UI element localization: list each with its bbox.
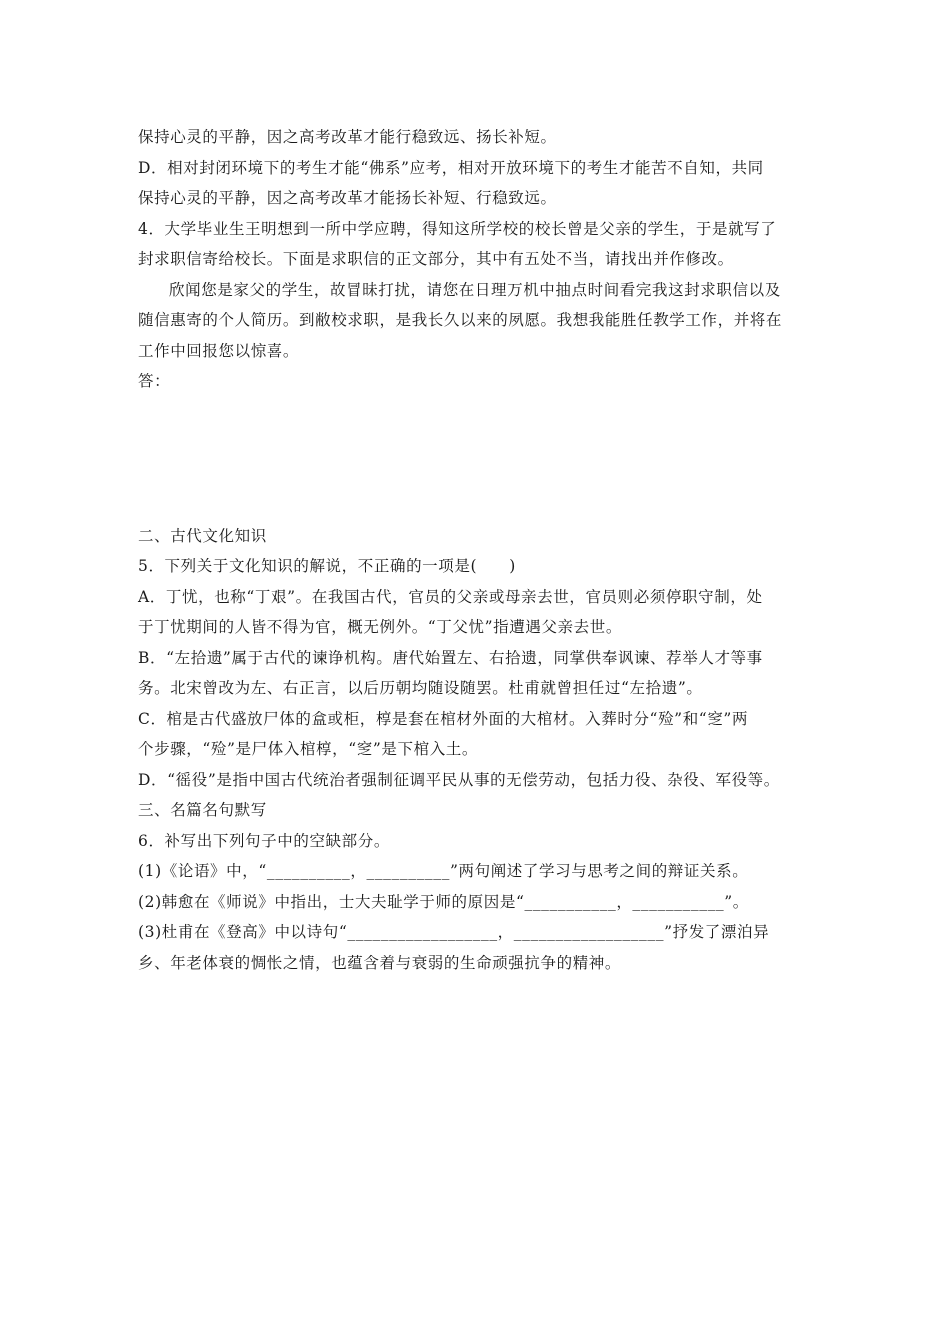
section2-heading: 二、古代文化知识 — [138, 526, 267, 545]
q4-stem-line2: 封求职信寄给校长。下面是求职信的正文部分，其中有五处不当，请找出并作修改。 — [138, 250, 734, 268]
q5-option-b-line1: B．“左拾遗”属于古代的谏诤机构。唐代始置左、右拾遗，同掌供奉讽谏、荐举人才等事 — [138, 648, 763, 667]
q3-option-d-line1: D．相对封闭环境下的考生才能“佛系”应考，相对开放环境下的考生才能苦不自知，共同 — [138, 158, 764, 177]
q5-option-d-line1: D．“徭役”是指中国古代统治者强制征调平民从事的无偿劳动，包括力役、杂役、军役等。 — [138, 770, 780, 789]
document-page — [138, 122, 814, 978]
q4-letter-line1: 欣闻您是家父的学生，故冒昧打扰，请您在日理万机中抽点时间看完我这封求职信以及 — [169, 280, 781, 299]
answer-space — [138, 397, 814, 521]
q3-option-d-line2: 保持心灵的平静，因之高考改革才能扬长补短、行稳致远。 — [138, 189, 557, 207]
q5-stem: 5．下列关于文化知识的解说，不正确的一项是( ) — [138, 557, 516, 575]
q4-letter-line2: 随信惠寄的个人简历。到敝校求职，是我长久以来的夙愿。我想我能胜任教学工作，并将在 — [138, 311, 783, 329]
q5-option-a-line1: A．丁忧，也称“丁艰”。在我国古代，官员的父亲或母亲去世，官员则必须停职守制，处 — [138, 587, 763, 606]
q5-option-c-line1: C．棺是古代盛放尸体的盒或柜，椁是套在棺材外面的大棺材。入葬时分“殓”和“窆”两 — [138, 709, 749, 728]
q5-option-c-line2: 个步骤，“殓”是尸体入棺椁，“窆”是下棺入土。 — [138, 740, 478, 758]
q4-letter-line3: 工作中回报您以惊喜。 — [138, 341, 300, 360]
q5-option-b-line2: 务。北宋曾改为左、右正言，以后历朝均随设随罢。杜甫就曾担任过“左拾遗”。 — [138, 679, 703, 697]
q6-item3-line1: (3)杜甫在《登高》中以诗句“__________________，__________________”抒发了漂泊异 — [138, 923, 770, 941]
q4-stem-line1: 4．大学毕业生王明想到一所中学应聘，得知这所学校的校长曾是父亲的学生，于是就写了 — [138, 219, 777, 238]
q6-item3-line2: 乡、年老体衰的惆怅之情，也蕴含着与衰弱的生命顽强抗争的精神。 — [138, 953, 622, 972]
q6-item1: (1)《论语》中，“__________，__________”两句阐述了学习与思考之间的辩证关系。 — [138, 862, 749, 880]
q3-option-c-tail: 保持心灵的平静，因之高考改革才能行稳致远、扬长补短。 — [138, 128, 557, 146]
q5-option-a-line2: 于丁忧期间的人皆不得为官，概无例外。“丁父忧”指遭遇父亲去世。 — [138, 618, 622, 636]
q6-item2: (2)韩愈在《师说》中指出，士大夫耻学于师的原因是“___________，___________”。 — [138, 892, 749, 911]
section3-heading: 三、名篇名句默写 — [138, 801, 267, 819]
q6-stem: 6．补写出下列句子中的空缺部分。 — [138, 831, 390, 850]
q4-answer-label: 答： — [138, 372, 171, 390]
